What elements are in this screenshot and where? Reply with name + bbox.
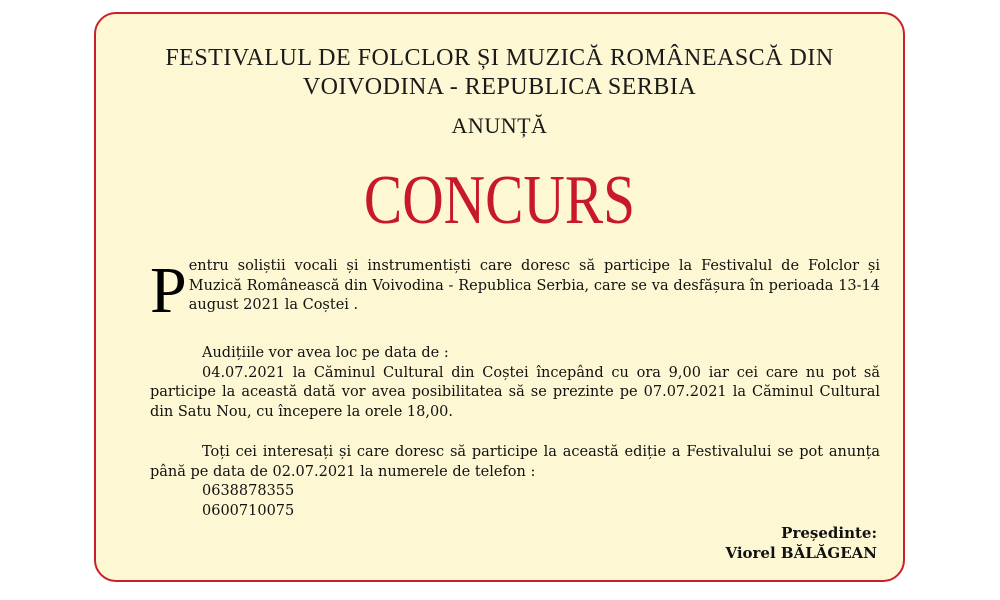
contact-paragraph bbox=[150, 443, 880, 521]
drop-cap: P bbox=[150, 254, 187, 327]
auditions-lead: Audițiile vor avea loc pe data de : bbox=[202, 345, 449, 361]
intro-text: entru soliștii vocali și instrumentiști care doresc să participe la Festivalul de Folclor și Muzică Românească din Voivodina - Republica Serbia, care se va desfășura în perioada 13-14 august 2021 la Coștei . bbox=[188, 258, 880, 313]
heading-line-2: VOIVODINA - REPUBLICA SERBIA bbox=[302, 74, 697, 100]
auditions-paragraph bbox=[150, 344, 880, 422]
auditions-details: 04.07.2021 la Căminul Cultural din Coștei începând cu ora 9,00 iar cei care nu pot să participe la această dată vor avea posibilitatea să se prezinte pe 07.07.2021 la Căminul Cultural din Satu Nou, cu începere la orele 18,00. bbox=[150, 364, 880, 420]
concurs-title: CONCURS bbox=[363, 162, 636, 239]
signature-name: Viorel BĂLĂGEAN bbox=[725, 544, 877, 562]
signature-role: Președinte: bbox=[781, 524, 877, 542]
announcement-card bbox=[94, 12, 905, 582]
signature-block bbox=[725, 523, 877, 563]
contact-text: Toți cei interesați și care doresc să participe la această ediție a Festivalului se pot anunța până pe data de 02.07.2021 la numerele de telefon : bbox=[150, 444, 880, 480]
phone-number-1: 0638878355 bbox=[202, 483, 295, 499]
intro-paragraph bbox=[150, 254, 880, 327]
announce-label: ANUNȚĂ bbox=[451, 113, 548, 138]
festival-heading bbox=[96, 44, 903, 102]
phone-number-2: 0600710075 bbox=[202, 502, 295, 519]
heading-line-1: FESTIVALUL DE FOLCLOR ȘI MUZICĂ ROMÂNEASCĂ DIN bbox=[165, 45, 834, 71]
